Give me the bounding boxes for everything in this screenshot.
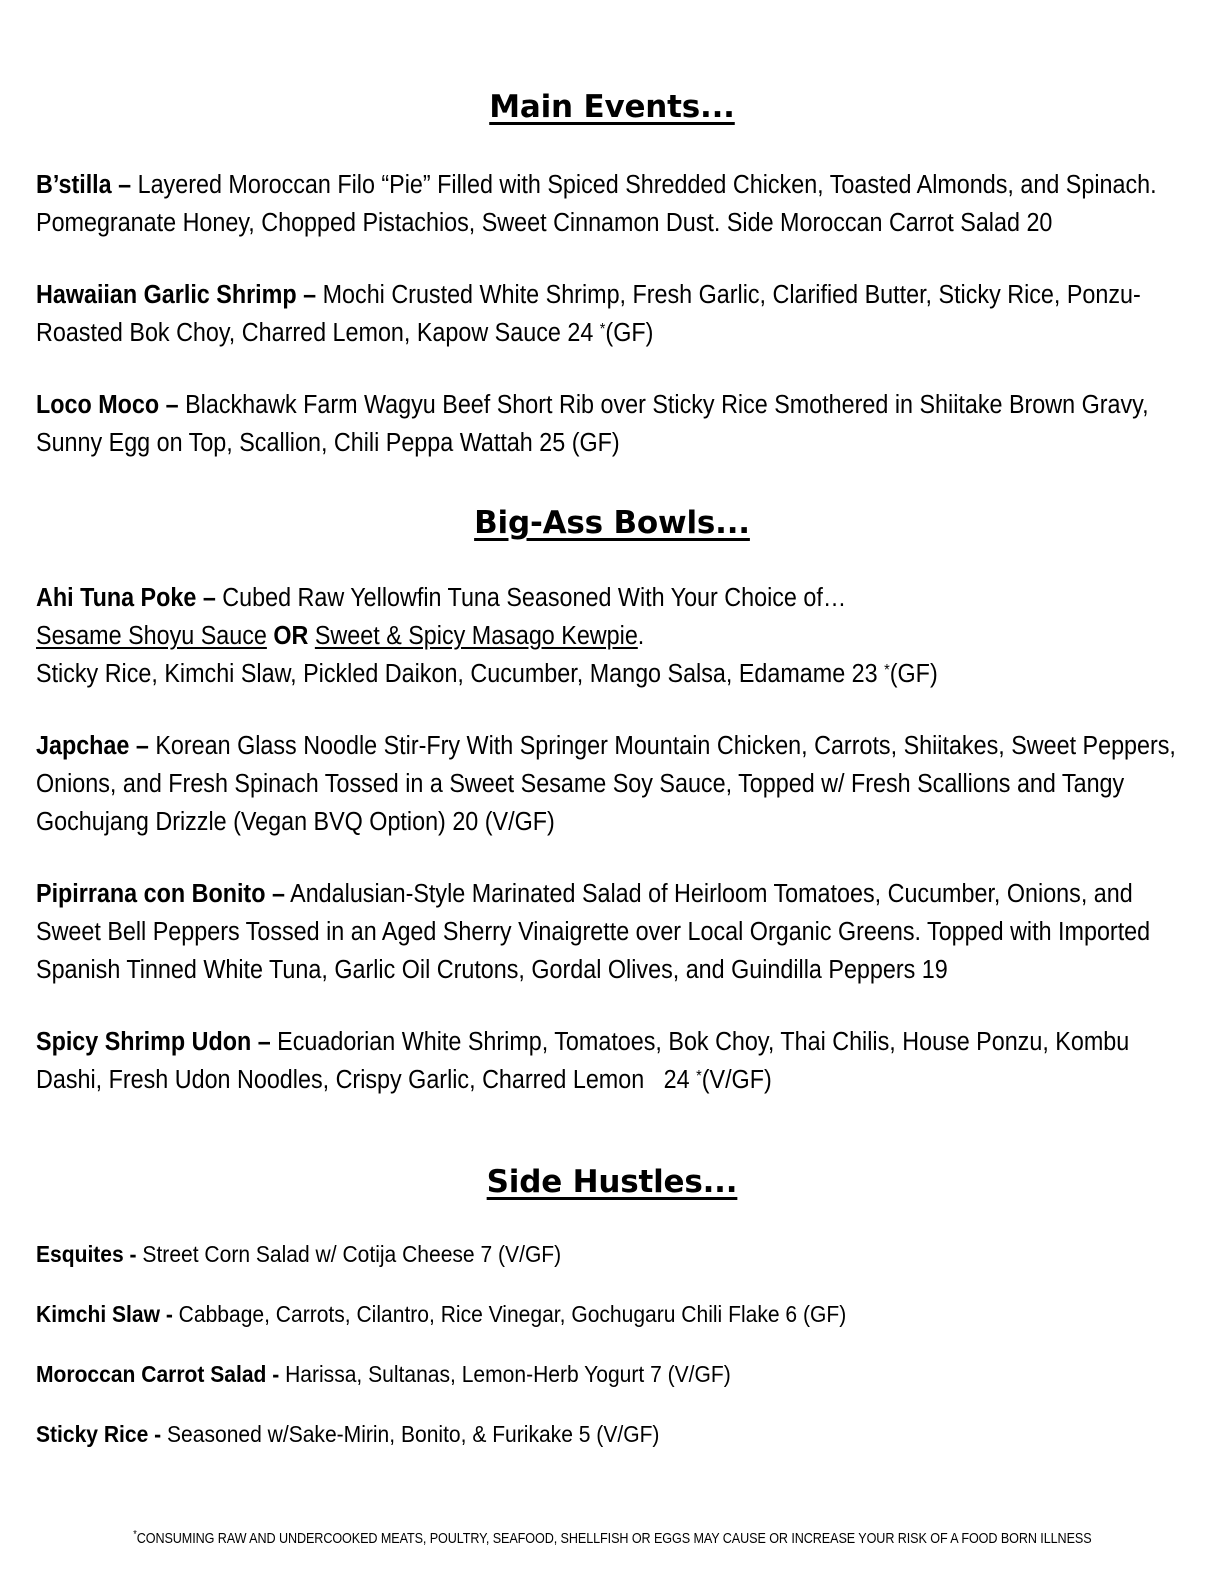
side-item-price: 5 <box>578 1421 591 1447</box>
menu-item-description: Ecuadorian White Shrimp, Tomatoes, Bok Choy, Thai Chilis, House Ponzu, Kombu Dashi, Fresh Udon Noodles, Crispy Garlic, Charred Lemon <box>36 1028 1130 1094</box>
section-heading-sides <box>36 1099 1188 1198</box>
side-item-price-group <box>480 1241 561 1267</box>
disclaimer <box>0 1530 1224 1548</box>
section-heading-main-events <box>36 0 1188 123</box>
menu-item <box>36 579 1188 693</box>
menu-item-description: Korean Glass Noodle Stir-Fry With Springer Mountain Chicken, Carrots, Shiitakes, Sweet Peppers, Onions, and Fresh Spinach Tossed in a Sweet Sesame Soy Sauce, Topped w/ Fresh Scallions and Tangy Gochujang Drizzle (Vegan BVQ Option) <box>36 732 1176 836</box>
menu-item-name: Spicy Shrimp Udon <box>36 1028 252 1056</box>
menu-item-price-group <box>852 660 938 688</box>
menu-item-name: Loco Moco <box>36 391 160 419</box>
menu-item-price: 19 <box>921 956 948 984</box>
menu-item-name: Ahi Tuna Poke <box>36 584 197 612</box>
menu-item-price: 24 <box>567 319 594 347</box>
disclaimer-text: CONSUMING RAW AND UNDERCOOKED MEATS, POULTRY, SEAFOOD, SHELLFISH OR EGGS MAY CAUSE OR INCREASE YOUR RISK OF A FOOD BORN ILLNESS <box>136 1530 1092 1547</box>
menu-item <box>36 276 1188 352</box>
menu-item-price-group <box>452 808 554 836</box>
menu-item-tags: (GF) <box>889 660 938 688</box>
section-heading-sides-text: Side Hustles... <box>486 1164 738 1200</box>
side-item-tags: (V/GF) <box>498 1241 562 1267</box>
side-item-price-group <box>650 1361 731 1387</box>
menu-item <box>36 875 1188 989</box>
side-item-name: Kimchi Slaw - <box>36 1301 173 1327</box>
raw-item-asterisk: * <box>884 661 890 679</box>
side-item <box>36 1358 1188 1390</box>
disclaimer-asterisk: * <box>132 1528 137 1541</box>
menu-item-description-2: Sticky Rice, Kimchi Slaw, Pickled Daikon, Cucumber, Mango Salsa, Edamame <box>36 660 846 688</box>
choice-option-a: Sesame Shoyu Sauce <box>36 622 267 650</box>
side-item-description: Street Corn Salad w/ Cotija Cheese <box>142 1241 475 1267</box>
menu-item-dash: – <box>257 1028 271 1056</box>
menu-item-tags: (V/GF) <box>701 1066 772 1094</box>
menu-item-tags: (V/GF) <box>484 808 555 836</box>
side-item-price: 6 <box>785 1301 798 1327</box>
menu-item-dash: – <box>271 880 285 908</box>
menu-items-bowls <box>36 539 1188 1099</box>
menu-item-description: Andalusian-Style Marinated Salad of Heirloom Tomatoes, Cucumber, Onions, and Sweet Bell Peppers Tossed in an Aged Sherry Vinaigrette over Local Organic Greens. Topped with Imported Spanish Tinned White Tuna, Garlic Oil Crutons, Gordal Olives, and Guindilla Peppers <box>36 880 1151 984</box>
side-item <box>36 1298 1188 1330</box>
menu-item-name: B’stilla <box>36 171 112 199</box>
menu-item-price-group <box>1026 209 1052 237</box>
menu-item-price: 24 <box>663 1066 690 1094</box>
menu-item-dash: – <box>303 281 317 309</box>
side-item <box>36 1418 1188 1450</box>
menu-item-description: Cubed Raw Yellowfin Tuna Seasoned With Your Choice of… <box>222 584 847 612</box>
menu-item-description: Layered Moroccan Filo “Pie” Filled with Spiced Shredded Chicken, Toasted Almonds, and Spinach. Pomegranate Honey, Chopped Pistachios, Sweet Cinnamon Dust. Side Moroccan Carrot Salad <box>36 171 1157 237</box>
menu-item-dash: – <box>165 391 179 419</box>
menu-item-price: 20 <box>1026 209 1053 237</box>
side-item-tags: (GF) <box>802 1301 847 1327</box>
menu-item <box>36 166 1188 242</box>
section-heading-main-events-text: Main Events... <box>489 89 735 125</box>
menu-item-price: 25 <box>539 429 566 457</box>
menu-item-price: 20 <box>452 808 479 836</box>
side-item-description: Seasoned w/Sake-Mirin, Bonito, & Furikake <box>167 1421 573 1447</box>
menu-item-name: Japchae <box>36 732 130 760</box>
choice-period: . <box>637 622 645 650</box>
side-item-description: Harissa, Sultanas, Lemon-Herb Yogurt <box>285 1361 645 1387</box>
menu-item <box>36 727 1188 841</box>
menu-item-price-group <box>539 429 619 457</box>
side-item-tags: (V/GF) <box>667 1361 731 1387</box>
menu-item-dash: – <box>118 171 132 199</box>
menu-items-main-events <box>36 123 1188 462</box>
side-item <box>36 1238 1188 1270</box>
section-heading-bowls-text: Big-Ass Bowls... <box>474 505 750 541</box>
menu-item-description: Blackhawk Farm Wagyu Beef Short Rib over Sticky Rice Smothered in Shiitake Brown Gravy, Sunny Egg on Top, Scallion, Chili Peppa Wattah <box>36 391 1149 457</box>
raw-item-asterisk: * <box>696 1067 702 1085</box>
side-item-name: Sticky Rice - <box>36 1421 162 1447</box>
menu-item <box>36 386 1188 462</box>
side-item-name: Esquites - <box>36 1241 137 1267</box>
choice-option-b: Sweet & Spicy Masago Kewpie <box>314 622 638 650</box>
menu-item-choice-line <box>36 617 1188 655</box>
menu-item-dash: – <box>135 732 149 760</box>
side-item-price: 7 <box>650 1361 662 1387</box>
side-item-description: Cabbage, Carrots, Cilantro, Rice Vinegar, Gochugaru Chili Flake <box>178 1301 780 1327</box>
menu-items-sides <box>36 1198 1188 1450</box>
disclaimer-inner <box>133 1530 1091 1548</box>
side-item-name: Moroccan Carrot Salad - <box>36 1361 280 1387</box>
menu-item-name: Pipirrana con Bonito <box>36 880 266 908</box>
menu-item-tags: (GF) <box>605 319 654 347</box>
choice-conjunction: OR <box>273 622 309 650</box>
menu-item-price: 23 <box>851 660 878 688</box>
side-item-price: 7 <box>480 1241 493 1267</box>
side-item-price-group <box>579 1421 660 1447</box>
menu-item-tags: (GF) <box>571 429 620 457</box>
raw-item-asterisk: * <box>599 320 606 338</box>
menu-item-name: Hawaiian Garlic Shrimp <box>36 281 297 309</box>
menu-item-price-group <box>922 956 948 984</box>
menu-item-dash: – <box>202 584 216 612</box>
section-heading-bowls <box>36 462 1188 539</box>
menu-item-price-group <box>567 319 653 347</box>
menu-item <box>36 1023 1188 1099</box>
menu-item-description: Mochi Crusted White Shrimp, Fresh Garlic, Clarified Butter, Sticky Rice, Ponzu-Roasted Bok Choy, Charred Lemon, Kapow Sauce <box>36 281 1141 347</box>
side-item-tags: (V/GF) <box>596 1421 660 1447</box>
menu-item-price-group <box>651 1066 772 1094</box>
side-item-price-group <box>785 1301 846 1327</box>
